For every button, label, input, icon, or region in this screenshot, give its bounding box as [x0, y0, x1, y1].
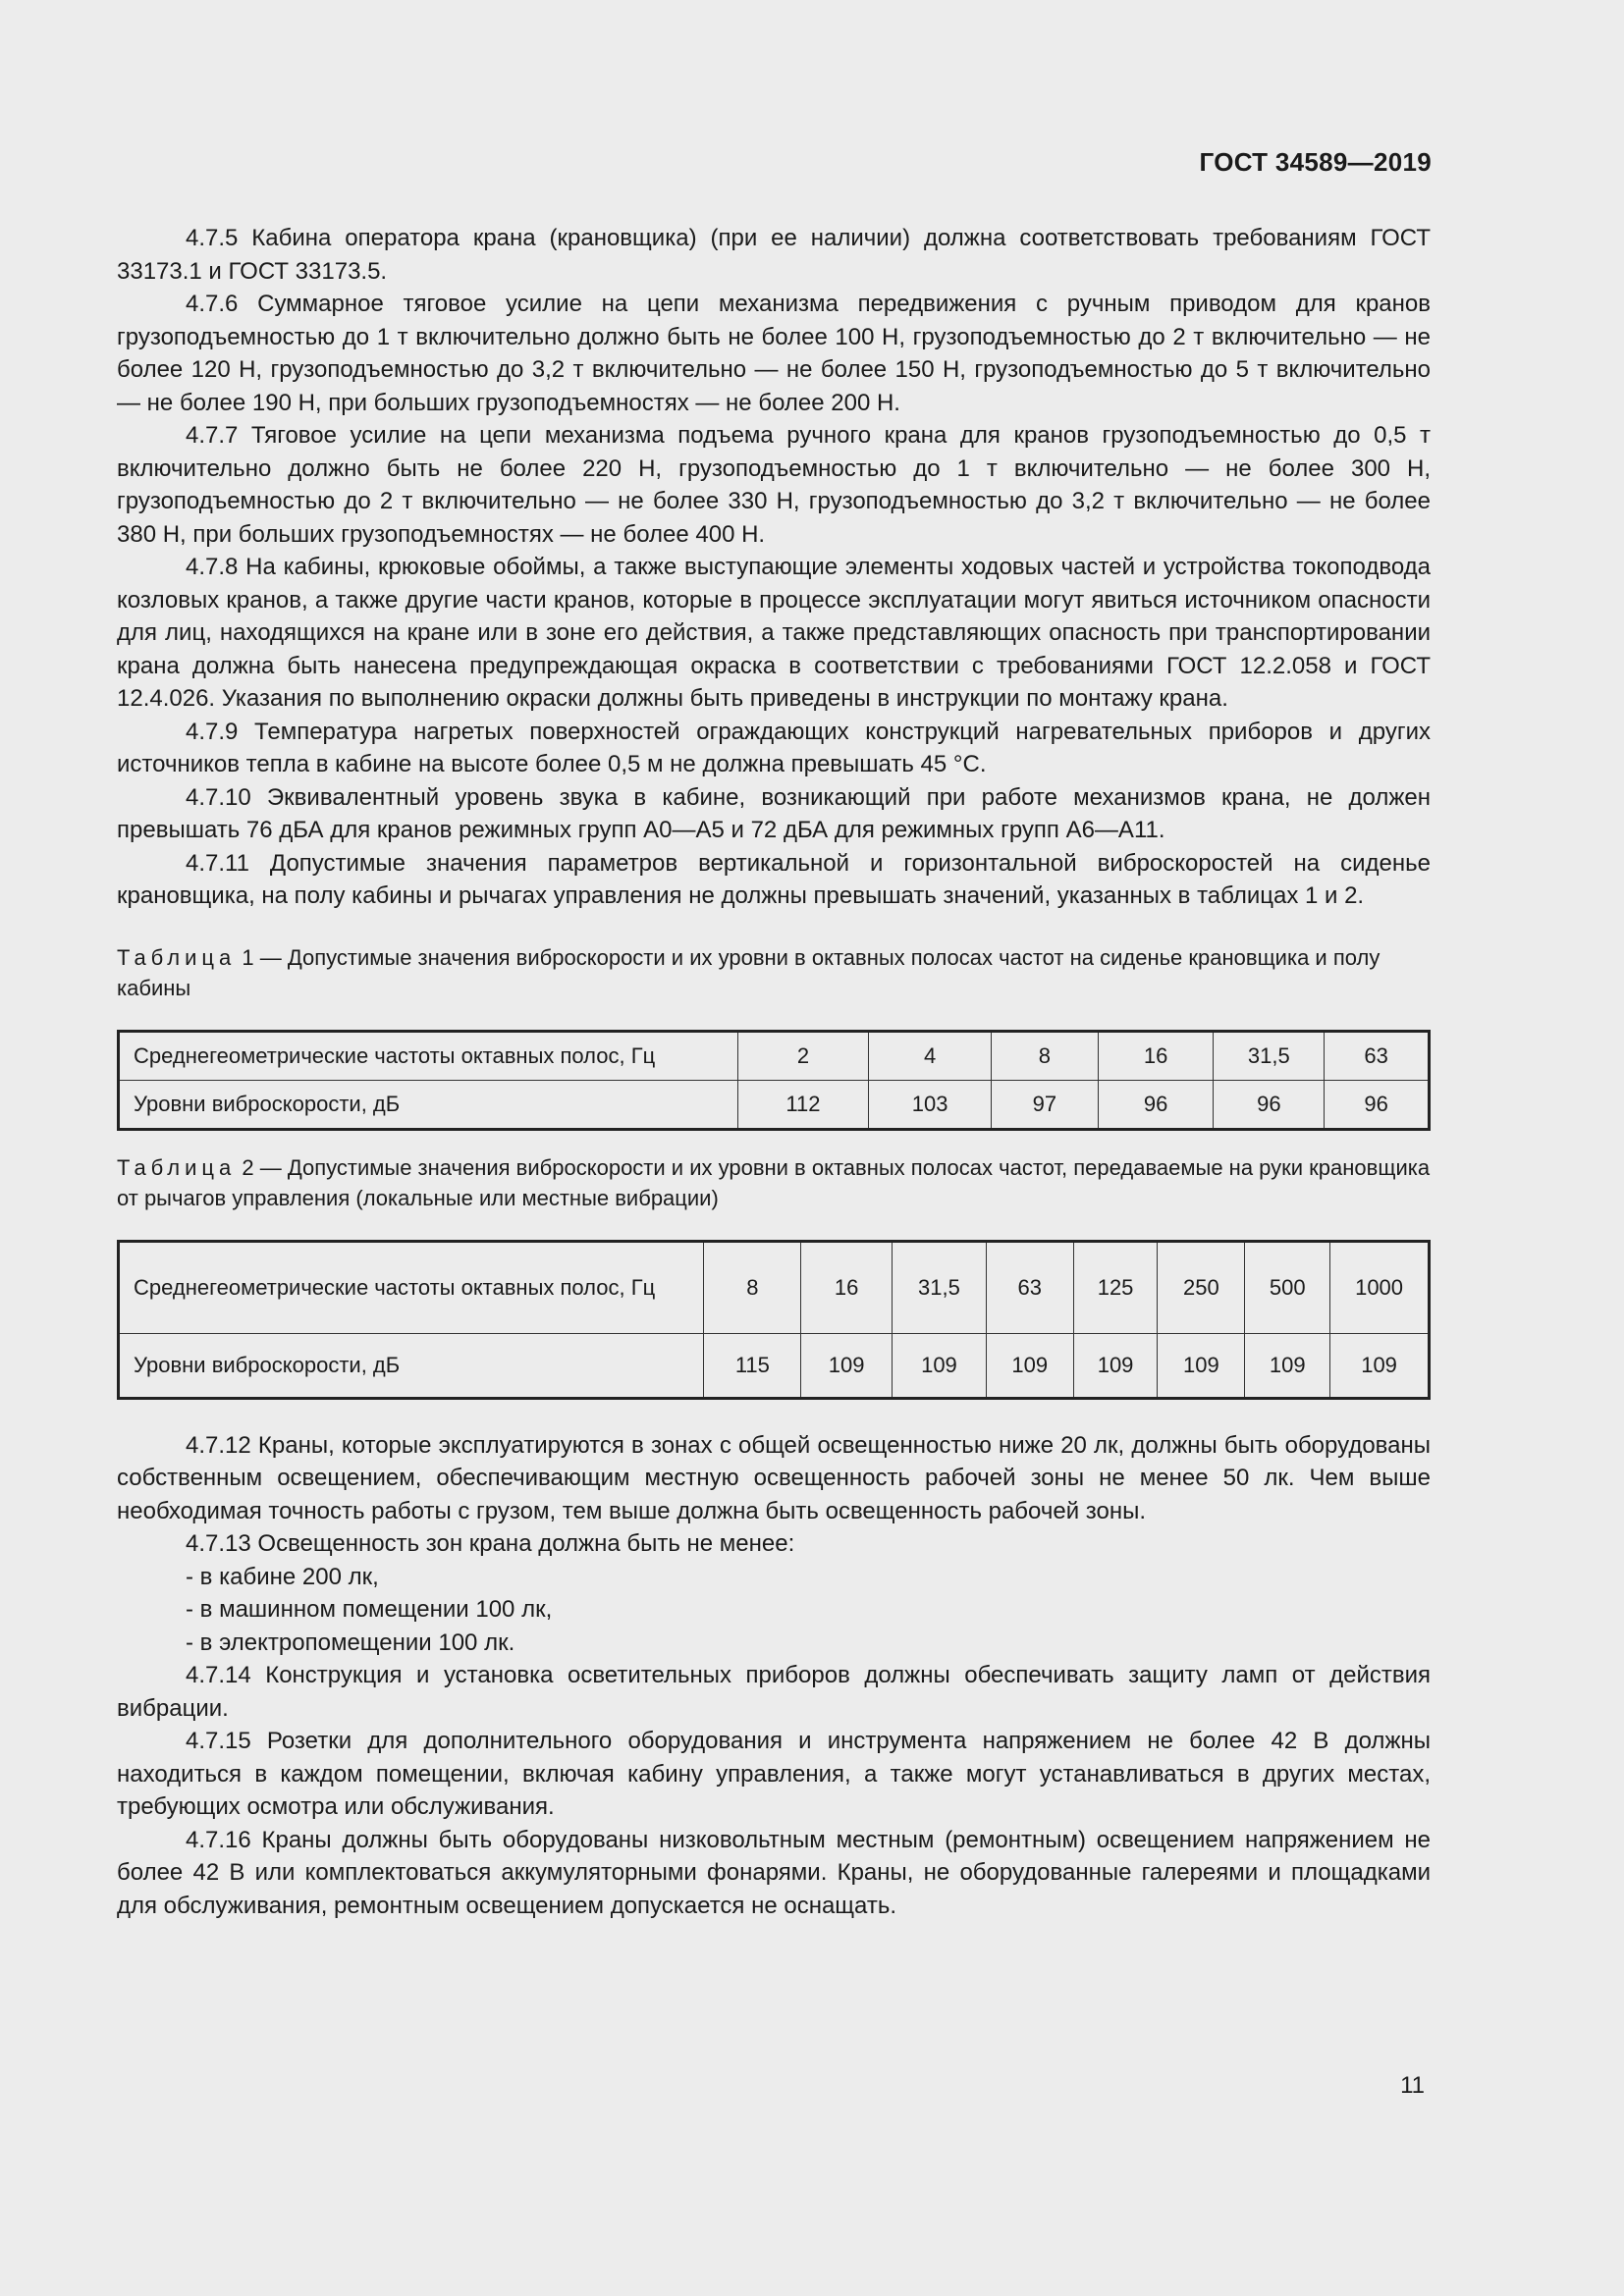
table-1-frequency-cell: 4 — [869, 1031, 992, 1080]
table-1-caption-text: 1 — Допустимые значения виброскорости и их уровни в октавных полосах частот на сиденье крановщика и полу кабины — [117, 944, 1380, 1000]
table-2-level-cell: 109 — [1330, 1333, 1430, 1398]
paragraph-4-7-12: 4.7.12 Краны, которые эксплуатируются в зонах с общей освещенностью ниже 20 лк, должны быть оборудованы собственным освещением, обеспечивающим местную освещенность рабочей зоны не менее 50 лк. Чем выше необходимая точность работы с грузом, тем выше должна быть освещенность рабочей зоны. — [117, 1431, 1431, 1524]
table-2-frequency-cell: 1000 — [1330, 1241, 1430, 1333]
table-1-frequency-cell: 16 — [1098, 1031, 1214, 1080]
table-2-level-cell: 109 — [801, 1333, 893, 1398]
table-2-level-cell: 109 — [1158, 1333, 1245, 1398]
table-1 — [117, 1030, 1431, 1131]
table-2-frequency-cell: 16 — [801, 1241, 893, 1333]
table-2-level-cell: 115 — [704, 1333, 801, 1398]
table-2-caption-label: Таблица — [117, 1154, 237, 1180]
table-2-frequency-cell: 63 — [986, 1241, 1073, 1333]
table-2 — [117, 1240, 1431, 1400]
table-2-level-cell: 109 — [1245, 1333, 1330, 1398]
table-1-row-frequencies — [119, 1031, 1430, 1080]
table-1-caption-label: Таблица — [117, 944, 237, 970]
table-1-frequency-cell: 2 — [737, 1031, 869, 1080]
table-2-level-cell: 109 — [893, 1333, 987, 1398]
table-2-level-label: Уровни виброскорости, дБ — [119, 1333, 704, 1398]
table-2-frequency-cell: 8 — [704, 1241, 801, 1333]
paragraph-4-7-16: 4.7.16 Краны должны быть оборудованы низковольтным местным (ремонтным) освещением напряжением не более 42 В или комплектоваться аккумуляторными фонарями. Краны, не оборудованные галереями и площадками для обслуживания, ремонтным освещением допускается не оснащать. — [117, 1826, 1431, 1919]
table-2-frequency-cell: 31,5 — [893, 1241, 987, 1333]
table-1-frequency-cell: 31,5 — [1214, 1031, 1325, 1080]
table-2-level-cell: 109 — [1073, 1333, 1158, 1398]
table-2-caption — [117, 1152, 1431, 1213]
table-1-frequency-label: Среднегеометрические частоты октавных полос, Гц — [119, 1031, 738, 1080]
paragraph-4-7-14: 4.7.14 Конструкция и установка осветительных приборов должны обеспечивать защиту ламп от действия вибрации. — [117, 1662, 1431, 1722]
list-item-cabin: - в кабине 200 лк, — [186, 1563, 379, 1590]
table-2-frequency-label: Среднегеометрические частоты октавных полос, Гц — [119, 1241, 704, 1333]
table-1-frequency-cell: 8 — [992, 1031, 1099, 1080]
paragraph-4-7-15: 4.7.15 Розетки для дополнительного оборудования и инструмента напряжением не более 42 В должны находиться в каждом помещении, включая кабину управления, а также могут устанавливаться в других местах, требующих осмотра или обслуживания. — [117, 1728, 1431, 1820]
table-1-level-label: Уровни виброскорости, дБ — [119, 1080, 738, 1129]
table-2-row-frequencies — [119, 1241, 1430, 1333]
list-item-electrical-room: - в электропомещении 100 лк. — [186, 1629, 515, 1656]
table-2-frequency-cell: 125 — [1073, 1241, 1158, 1333]
table-1-level-cell: 96 — [1098, 1080, 1214, 1129]
table-1-level-cell: 96 — [1325, 1080, 1430, 1129]
table-2-frequency-cell: 250 — [1158, 1241, 1245, 1333]
page-number: 11 — [1400, 2072, 1425, 2099]
table-2-caption-text: 2 — Допустимые значения виброскорости и их уровни в октавных полосах частот, передаваемые на руки крановщика от рычагов управления (локальные или местные вибрации) — [117, 1154, 1431, 1210]
table-1-frequency-cell: 63 — [1325, 1031, 1430, 1080]
document-body — [117, 222, 1431, 1922]
paragraph-4-7-7: 4.7.7 Тяговое усилие на цепи механизма подъема ручного крана для кранов грузоподъемностью до 0,5 т включительно должно быть не более 220 Н, грузоподъемностью до 1 т включительно — не более 300 Н, грузоподъемностью до 2 т включительно — не более 330 Н, грузоподъемностью до 3,2 т включительно — не более 380 Н, при больших грузоподъемностях — не более 400 Н. — [117, 422, 1431, 548]
table-1-level-cell: 96 — [1214, 1080, 1325, 1129]
table-1-level-cell: 97 — [992, 1080, 1099, 1129]
list-item-machine-room: - в машинном помещении 100 лк, — [186, 1596, 553, 1623]
table-1-caption — [117, 942, 1431, 1003]
paragraph-4-7-5: 4.7.5 Кабина оператора крана (крановщика) (при ее наличии) должна соответствовать требованиям ГОСТ 33173.1 и ГОСТ 33173.5. — [117, 225, 1431, 285]
table-2-level-cell: 109 — [986, 1333, 1073, 1398]
paragraph-4-7-13: 4.7.13 Освещенность зон крана должна быть не менее: — [186, 1530, 795, 1557]
paragraph-4-7-8: 4.7.8 На кабины, крюковые обоймы, а также выступающие элементы ходовых частей и устройства токоподвода козловых кранов, а также другие части кранов, которые в процессе эксплуатации могут явиться источником опасности для лиц, находящихся на кране или в зоне его действия, а также представляющих опасность при транспортировании крана должна быть нанесена предупреждающая окраска в соответствии с требованиями ГОСТ 12.2.058 и ГОСТ 12.4.026. Указания по выполнению окраски должны быть приведены в инструкции по монтажу крана. — [117, 554, 1431, 712]
paragraph-4-7-10: 4.7.10 Эквивалентный уровень звука в кабине, возникающий при работе механизмов крана, не должен превышать 76 дБА для кранов режимных групп А0—А5 и 72 дБА для режимных групп А6—А11. — [117, 783, 1431, 843]
paragraph-4-7-9: 4.7.9 Температура нагретых поверхностей ограждающих конструкций нагревательных приборов и других источников тепла в кабине на высоте более 0,5 м не должна превышать 45 °С. — [117, 718, 1431, 777]
paragraph-4-7-11: 4.7.11 Допустимые значения параметров вертикальной и горизонтальной виброскоростей на сиденье крановщика, на полу кабины и рычагах управления не должны превышать значений, указанных в таблицах 1 и 2. — [117, 849, 1431, 909]
document-code-header: ГОСТ 34589—2019 — [1199, 147, 1432, 177]
table-1-level-cell: 103 — [869, 1080, 992, 1129]
table-2-row-levels — [119, 1333, 1430, 1398]
table-1-row-levels — [119, 1080, 1430, 1129]
table-1-level-cell: 112 — [737, 1080, 869, 1129]
table-2-frequency-cell: 500 — [1245, 1241, 1330, 1333]
paragraph-4-7-6: 4.7.6 Суммарное тяговое усилие на цепи механизма передвижения с ручным приводом для кранов грузоподъемностью до 1 т включительно должно быть не более 100 Н, грузоподъемностью до 2 т включительно — не более 120 Н, грузоподъемностью до 3,2 т включительно — не более 150 Н, грузоподъемностью до 5 т включительно — не более 190 Н, при больших грузоподъемностях — не более 200 Н. — [117, 291, 1431, 416]
